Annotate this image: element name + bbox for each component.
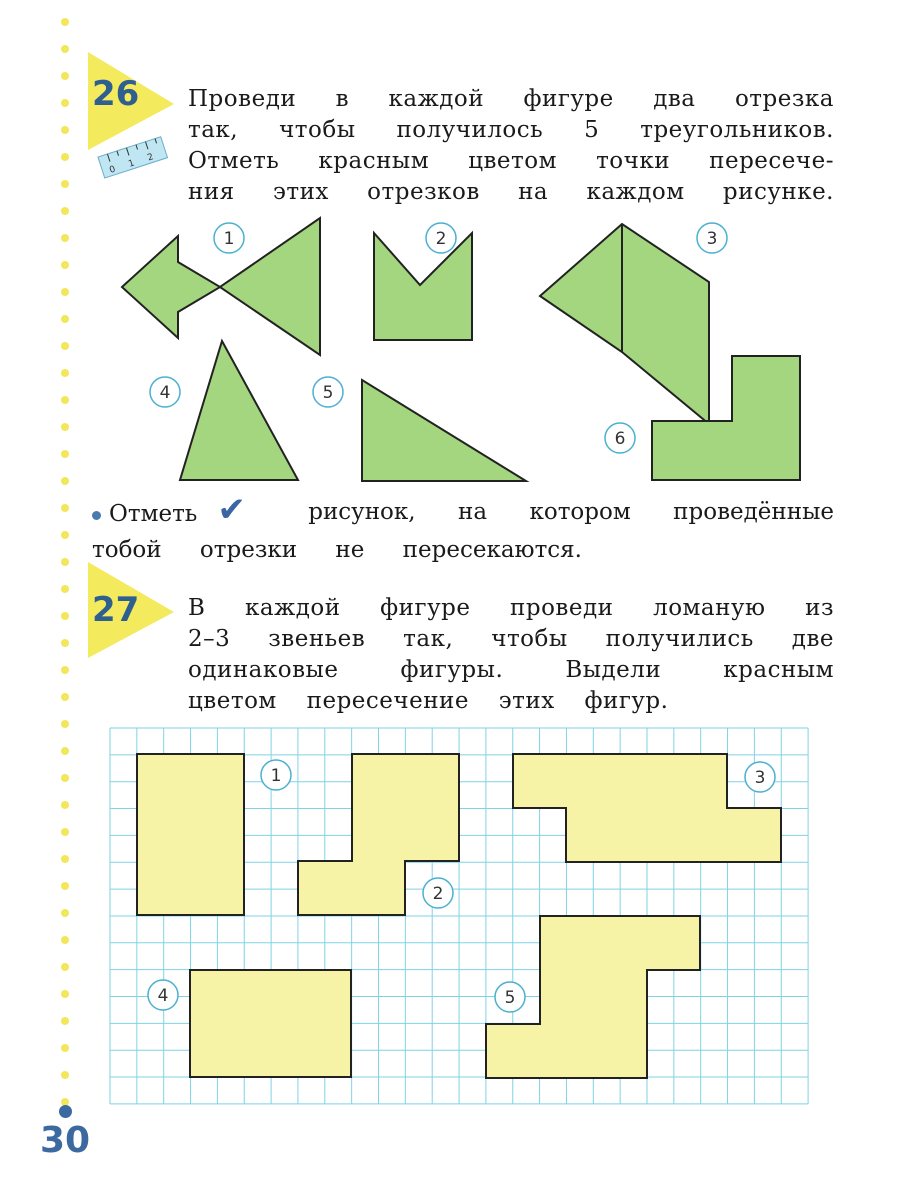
task-27-number: 27 (92, 590, 140, 630)
figure-label-5: 5 (504, 988, 516, 1008)
note-word: котором (529, 499, 631, 525)
figure-label-1: 1 (223, 229, 235, 249)
figure-label-1: 1 (270, 766, 282, 786)
note-word: на (458, 499, 488, 525)
figure-label-6: 6 (614, 429, 626, 449)
page-number: 30 (40, 1120, 91, 1161)
task-27-line: одинаковые фигуры. Выдели красным (188, 657, 834, 683)
figure-label-2: 2 (435, 229, 447, 249)
note-word: рисунок, (308, 499, 416, 525)
page-dot (59, 1105, 72, 1118)
figure-label-5: 5 (322, 383, 334, 403)
note-word: проведённые (673, 499, 834, 525)
figure-label-3: 3 (706, 229, 718, 249)
task-26-line: так, чтобы получилось 5 треугольников. (188, 117, 834, 143)
figure-label-3: 3 (754, 768, 766, 788)
check-icon: ✔ (217, 490, 246, 530)
figure-27-3[interactable] (513, 754, 781, 862)
task-26-line: Отметь красным цветом точки пересече- (188, 148, 834, 174)
figure-27-1[interactable] (137, 754, 291, 915)
figure-27-2[interactable] (298, 754, 459, 915)
note-line-2: тобой отрезки не пересекаются. (92, 537, 582, 563)
ruler-mark-2: 2 (146, 152, 155, 164)
task-26-line: Проведи в каждой фигуре два отрезка (188, 86, 834, 112)
figure-label-4: 4 (157, 986, 169, 1006)
note-word: Отметь (109, 501, 198, 527)
task-27-line: цветом пересечение этих фигур. (188, 688, 669, 714)
task-27-line: В каждой фигуре проведи ломаную из (188, 595, 834, 621)
figure-label-2: 2 (432, 884, 444, 904)
ruler-mark-0: 0 (108, 164, 117, 176)
task-26-number: 26 (92, 74, 140, 114)
figure-label-4: 4 (159, 383, 171, 403)
task-27-line: 2–3 звеньев так, чтобы получились две (188, 626, 834, 652)
ruler-mark-1: 1 (127, 158, 136, 170)
task-26-line: ния этих отрезков на каждом рисунке. (188, 179, 834, 205)
